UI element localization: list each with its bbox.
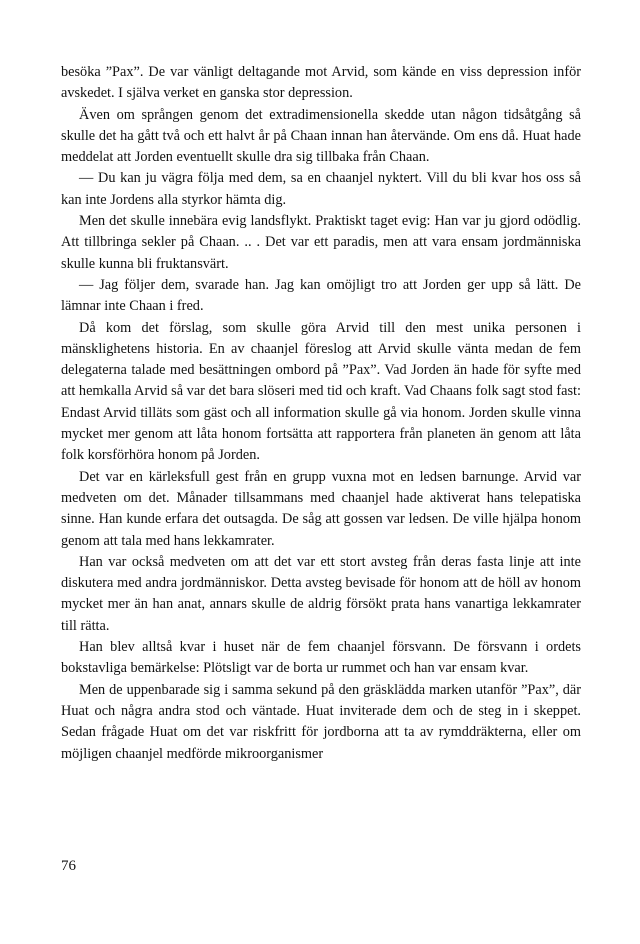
page-text-body [61,62,581,765]
paragraph-2: Även om sprången genom det extradimensionella skedde utan någon tidsåtgång så skulle det ha gått två och ett halvt år på Chaan innan han återvände. Om ens då. Huat hade meddelat att Jorden eventuellt skulle dra sig tillbaka från Chaan. [61,106,581,166]
paragraph-3: — Du kan ju vägra följa med dem, sa en chaanjel nyktert. Vill du bli kvar hos oss så kan inte Jordens alla styrkor hämta dig. [61,170,581,208]
paragraph-5: — Jag följer dem, svarade han. Jag kan omöjligt tro att Jorden ger upp så lätt. De lämnar inte Chaan i fred. [61,276,581,315]
paragraph-1: besöka ”Pax”. De var vänligt deltagande mot Arvid, som kände en viss depression inför avskedet. I själva verket en ganska stor depression. [61,64,581,102]
paragraph-4: Men det skulle innebära evig landsflykt. Praktiskt taget evig: Han var ju gjord odödlig. Att tillbringa sekler på Chaan. .. . Det var ett paradis, men att vara ensam jordmänniska skulle kunna bli fruktansvärt. [61,213,581,272]
paragraph-7: Det var en kärleksfull gest från en grupp vuxna mot en ledsen barnunge. Arvid var medveten om det. Månader tillsammans med chaanjel hade aktiverat hans telepatiska sinne. Han kunde erfara det outsagda. De såg att gossen var ledsen. De ville hjälpa honom genom att tala med hans lekkamrater. [61,468,581,549]
page-number: 76 [61,858,76,874]
paragraph-8: Han var också medveten om att det var ett stort avsteg från deras fasta linje att inte diskutera med andra jordmänniskor. Detta avsteg bevisade för honom att de höll av honom mycket mer än han anat, annars skulle de aldrig försökt prata hans vanartiga lekkamrater till rätta. [61,553,581,634]
paragraph-9: Han blev alltså kvar i huset när de fem chaanjel försvann. De försvann i ordets bokstavliga bemärkelse: Plötsligt var de borta ur rummet och han var ensam kvar. [61,639,581,677]
paragraph-10: Men de uppenbarade sig i samma sekund på den gräsklädda marken utanför ”Pax”, där Huat och några andra stod och väntade. Huat inviterade dem och de steg in i skeppet. Sedan frågade Huat om det var riskfritt för jordborna att ta av rymddräkterna, eller om möjligen chaanjel medförde mikroorganismer [61,681,581,762]
paragraph-6: Då kom det förslag, som skulle göra Arvid till den mest unika personen i mänsklighetens historia. En av chaanjel föreslog att Arvid skulle vänta medan de fem delegaterna talade med besättningen ombord på ”Pax”. Vad Jorden än hade för syfte med att hemkalla Arvid så var det bara slöseri med tid och kraft. Vad Chaans folk sagt stod fast: Endast Arvid tilläts som gäst och all information skulle gå via honom. Jorden skulle vinna mycket mer genom att låta honom fortsätta att rapportera från planeten än genom att låta folk korsförhöra honom på Jorden. [61,319,581,464]
